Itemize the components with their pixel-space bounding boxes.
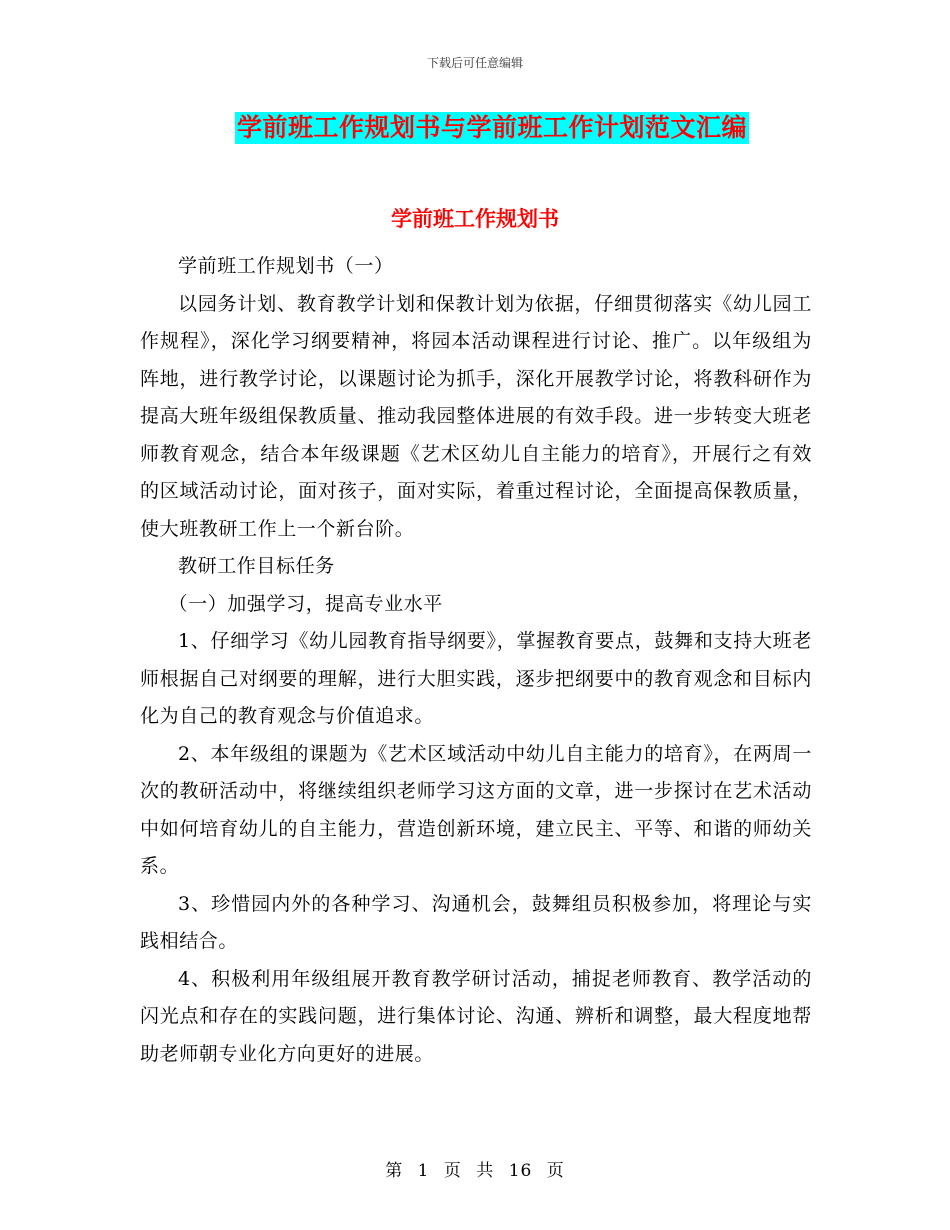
paragraph: 2、本年级组的课题为《艺术区域活动中幼儿自主能力的培育》，在两周一次的教研活动中，将继续组织老师学习这方面的文章，进一步探讨在艺术活动中如何培育幼儿的自主能力，营造创新环境，建立民主、平等、和谐的师幼关系。 (140, 742, 812, 877)
paragraph: 3、珍惜园内外的各种学习、沟通机会，鼓舞组员积极参加，将理论与实践相结合。 (140, 892, 812, 952)
footer-total-unit: 页 (546, 1161, 565, 1181)
paragraph-subheading: 学前班工作规划书（一） (178, 255, 394, 277)
footer-page-unit: 页 (443, 1161, 462, 1181)
section-title: 学前班工作规划书 (391, 207, 559, 231)
paragraph-subheading: 教研工作目标任务 (178, 555, 335, 577)
document-title: 学前班工作规划书与学前班工作计划范文汇编 (237, 113, 748, 142)
paragraph: 4、积极利用年级组展开教育教学研讨活动，捕捉老师教育、教学活动的闪光点和存在的实践问题，进行集体讨论、沟通、辨析和调整，最大程度地帮助老师朝专业化方向更好的进展。 (140, 967, 812, 1065)
page-footer (0, 1156, 950, 1181)
document-body (140, 248, 812, 1073)
footer-prefix: 第 (385, 1161, 404, 1181)
paragraph: 1、仔细学习《幼儿园教育指导纲要》，掌握教育要点，鼓舞和支持大班老师根据自己对纲要的理解，进行大胆实践，逐步把纲要中的教育观念和目标内化为自己的教育观念与价值追求。 (140, 630, 812, 727)
footer-total-prefix: 共 (476, 1161, 495, 1181)
header-note: 下载后可任意编辑 (426, 56, 523, 70)
paragraph: 以园务计划、教育教学计划和保教计划为依据，仔细贯彻落实《幼儿园工作规程》，深化学习纲要精神，将园本活动课程进行讨论、推广。以年级组为阵地，进行教学讨论，以课题讨论为抓手，深化开展教学讨论，将教科研作为提高大班年级组保教质量、推动我园整体进展的有效手段。进一步转变大班老师教育观念，结合本年级课题《艺术区幼儿自主能力的培育》，开展行之有效的区域活动讨论，面对孩子，面对实际，着重过程讨论，全面提高保教质量，使大班教研工作上一个新台阶。 (140, 292, 812, 540)
footer-total-pages: 16 (508, 1161, 533, 1181)
footer-page-number: 1 (417, 1161, 430, 1181)
paragraph-subheading: （一）加强学习，提高专业水平 (168, 592, 443, 615)
